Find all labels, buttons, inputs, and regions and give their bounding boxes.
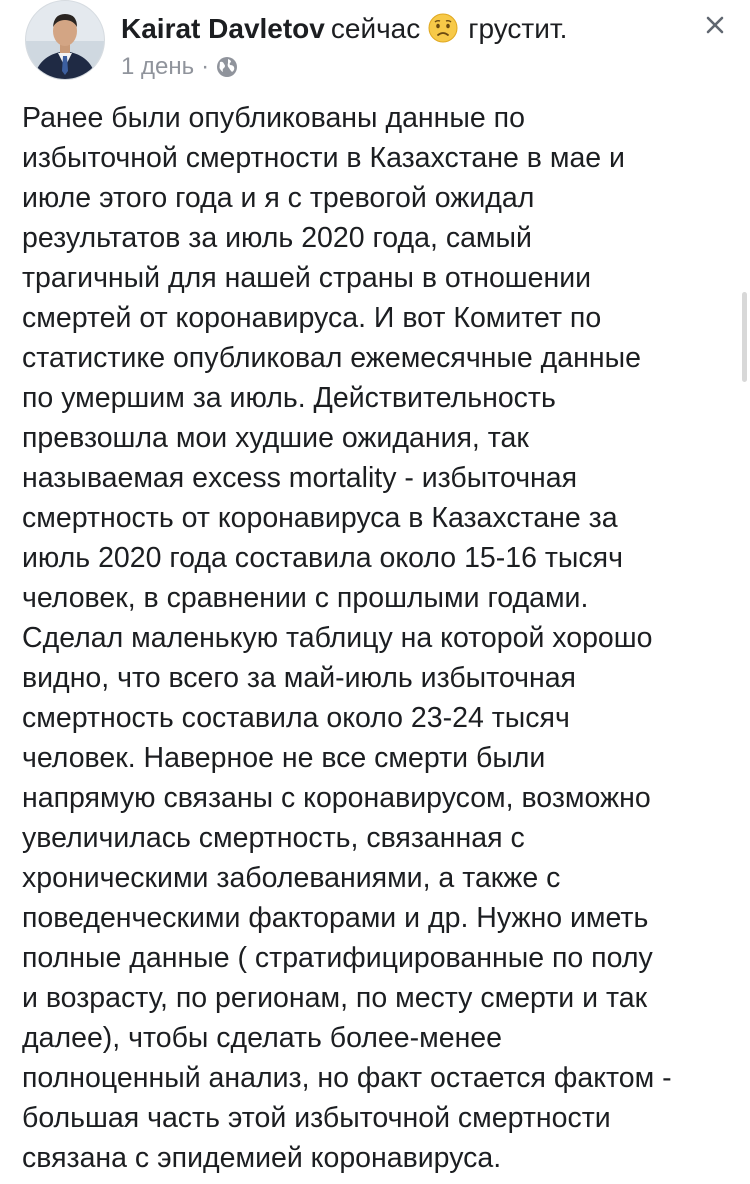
- post-text-line: человек, в сравнении с прошлыми годами.: [22, 582, 589, 614]
- avatar[interactable]: [25, 0, 105, 80]
- post-text-line: далее), чтобы сделать более-менее: [22, 1022, 503, 1054]
- post-text-line: июле этого года и я с тревогой ожидал: [22, 182, 535, 214]
- post-text-line: напрямую связаны с коронавирусом, возможно: [22, 782, 651, 814]
- avatar-photo: [26, 1, 104, 79]
- post-text-line: называемая excess mortality - избыточная: [22, 462, 578, 494]
- post-text-line: трагичный для нашей страны в отношении: [22, 262, 592, 294]
- post-text-line: смертей от коронавируса. И вот Комитет по: [22, 302, 602, 334]
- post-text-line: видно, что всего за май-июль избыточная: [22, 662, 576, 694]
- post-text-line: Сделал маленькую таблицу на которой хорошо: [22, 622, 653, 654]
- close-icon[interactable]: [700, 10, 730, 40]
- post-text-line: хроническими заболеваниями, а также с: [22, 862, 561, 894]
- post-text-line: избыточной смертности в Казахстане в мае и: [22, 142, 625, 174]
- post-text-line: смертность составила около 23-24 тысяч: [22, 702, 570, 734]
- post-text-line: Ранее были опубликованы данные по: [22, 102, 525, 134]
- post-header: [121, 12, 567, 46]
- post-text-line: смертность от коронавируса в Казахстане за: [22, 502, 618, 534]
- post-text-line: увеличилась смертность, связанная с: [22, 822, 525, 854]
- author-name[interactable]: Kairat Davletov: [121, 13, 325, 44]
- globe-icon[interactable]: [216, 56, 238, 78]
- feeling-text: грустит.: [468, 13, 568, 44]
- post-text-line: по умершим за июль. Действительность: [22, 382, 556, 414]
- meta-separator: ·: [201, 53, 210, 80]
- post-date[interactable]: 1 день: [121, 53, 195, 80]
- scrollbar[interactable]: [742, 292, 747, 382]
- sad-face-emoji-icon: [428, 13, 458, 43]
- post-text-line: связана с эпидемией коронавируса.: [22, 1142, 502, 1174]
- time-inline: сейчас: [330, 13, 421, 44]
- post-text-line: поведенческими факторами и др. Нужно иметь: [22, 902, 649, 934]
- post-text-line: и возрасту, по регионам, по месту смерти и так: [22, 982, 648, 1014]
- post-text-line: полноценный анализ, но факт остается фактом -: [22, 1062, 672, 1094]
- post-meta: [121, 52, 238, 82]
- post-text: [22, 98, 722, 1178]
- post-text-line: статистике опубликовал ежемесячные данные: [22, 342, 641, 374]
- post-text-line: результатов за июль 2020 года, самый: [22, 222, 532, 254]
- post-text-line: июль 2020 года составила около 15-16 тысяч: [22, 542, 623, 574]
- post-text-line: полные данные ( стратифицированные по полу: [22, 942, 653, 974]
- post-text-line: большая часть этой избыточной смертности: [22, 1102, 611, 1134]
- post-text-line: превзошла мои худшие ожидания, так: [22, 422, 529, 454]
- post-text-line: человек. Наверное не все смерти были: [22, 742, 546, 774]
